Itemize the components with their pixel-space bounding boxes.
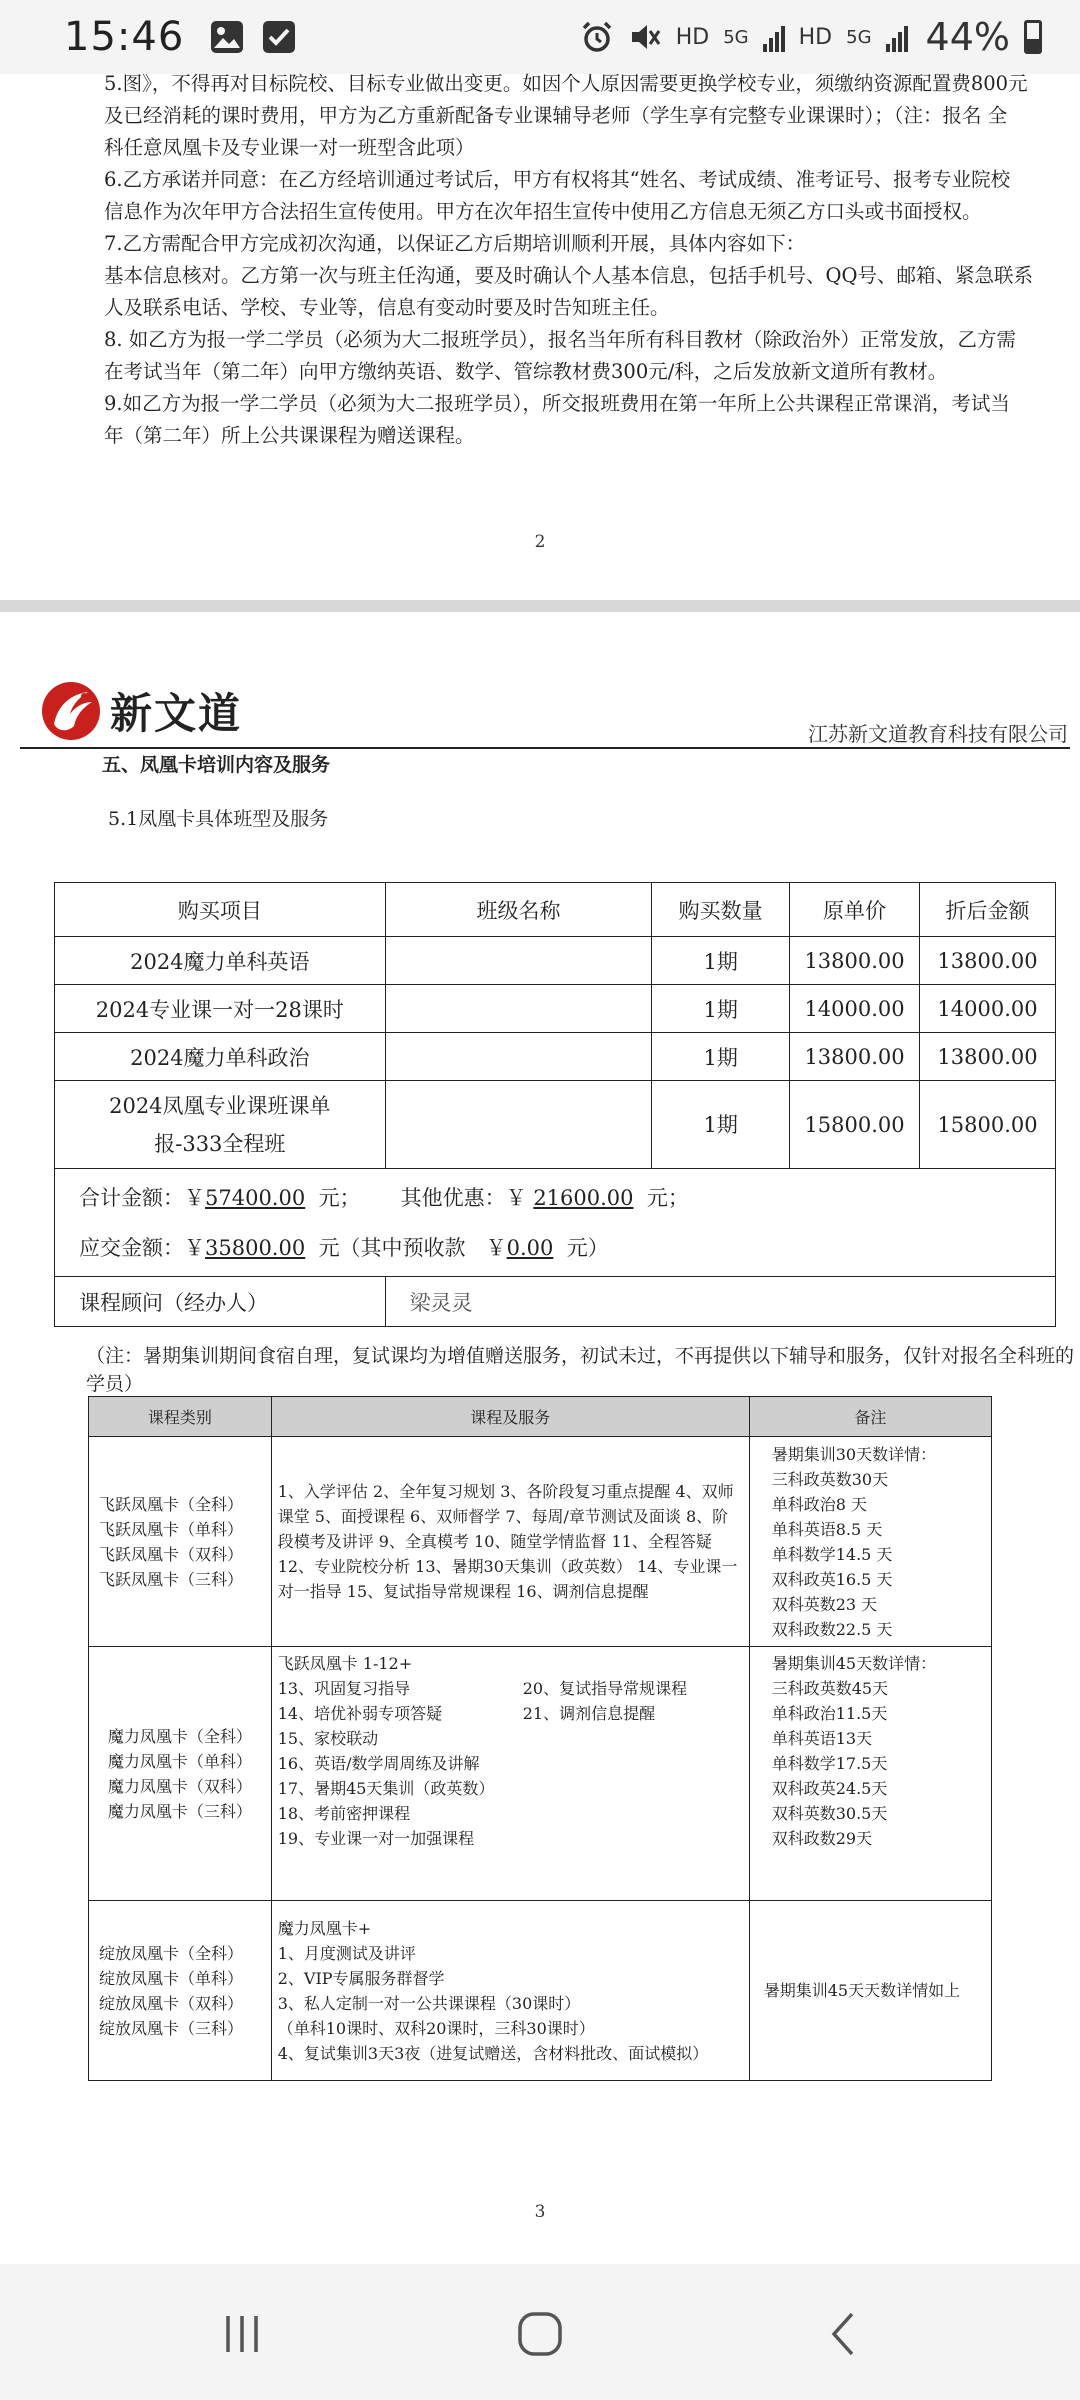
category-cell: 绽放凤凰卡（全科） 绽放凤凰卡（单科） 绽放凤凰卡（双科） 绽放凤凰卡（三科） [89, 1901, 272, 2081]
class-cell [385, 985, 652, 1033]
remark-line: 双科政数22.5 天 [771, 1619, 893, 1639]
service-item: 17、暑期45天集训（政英数） [277, 1779, 495, 1798]
home-icon[interactable] [510, 2310, 570, 2358]
back-icon[interactable] [814, 2310, 874, 2358]
category-cell: 魔力凤凰卡（全科） 魔力凤凰卡（单科） 魔力凤凰卡（双科） 魔力凤凰卡（三科） [89, 1647, 272, 1901]
subsection-title: 5.1凤凰卡具体班型及服务 [108, 808, 329, 830]
discounted-cell: 13800.00 [920, 1033, 1056, 1081]
price-cell: 13800.00 [790, 1033, 920, 1081]
check-icon [262, 20, 296, 54]
service-item: 16、英语/数学周周练及讲解 [277, 1754, 480, 1773]
signal-icon-2 [886, 22, 908, 52]
document-page-2 [0, 74, 1080, 600]
company-name: 江苏新文道教育科技有限公司 [808, 722, 1068, 746]
remark-line: 单科英语8.5 天 [771, 1519, 883, 1539]
logo-text: 新文道 [110, 689, 243, 738]
column-header: 课程及服务 [271, 1397, 749, 1437]
table-row [89, 1437, 992, 1647]
payable-value: 35800.00 [205, 1235, 306, 1260]
discount-label: 其他优惠：￥ [400, 1185, 527, 1210]
remark-cell [749, 1437, 991, 1647]
service-item: 20、复试指导常规课程 [522, 1679, 688, 1698]
table-header-row [55, 883, 1056, 937]
summary-row [55, 1169, 1056, 1277]
text-line: 信息作为次年甲方合法招生宣传使用。甲方在次年招生宣传中使用乙方信息无须乙方口头或书面授权。 [104, 200, 982, 223]
remark-line: 双科英数30.5天 [771, 1804, 888, 1823]
class-cell [385, 1033, 652, 1081]
service-item: 13、巩固复习指导 [277, 1679, 411, 1698]
column-header: 课程类别 [89, 1397, 272, 1437]
prepaid-label: 元（其中预收款 [318, 1235, 466, 1260]
text-line: 7.乙方需配合甲方完成初次沟通，以保证乙方后期培训顺利开展，具体内容如下： [104, 232, 806, 255]
service-table [88, 1396, 992, 2081]
text-line: 5.图》，不得再对目标院校、目标专业做出变更。如因个人原因需要更换学校专业，须缴纳资源配置费800元 [104, 72, 1028, 95]
item-cell: 2024魔力单科英语 [55, 937, 386, 985]
column-header: 购买项目 [55, 883, 386, 937]
navigation-bar [0, 2264, 1080, 2400]
services-cell [271, 1901, 749, 2081]
remark-line: 三科政英数30天 [771, 1469, 889, 1489]
total-label: 合计金额：￥ [79, 1185, 205, 1210]
item-cell: 2024凤凰专业课班课单报-333全程班 [55, 1081, 386, 1169]
discounted-cell: 15800.00 [920, 1081, 1056, 1169]
item-cell: 2024魔力单科政治 [55, 1033, 386, 1081]
remark-line: 暑期集训30天数详情： [771, 1444, 937, 1464]
image-icon [210, 20, 244, 54]
column-header: 班级名称 [385, 883, 652, 937]
mute-icon [628, 20, 662, 54]
recents-icon[interactable] [212, 2310, 272, 2358]
table-row [89, 1647, 992, 1901]
service-item: 19、专业课一对一加强课程 [277, 1829, 475, 1848]
service-item: 3、私人定制一对一公共课课程（30课时） [277, 1993, 581, 2013]
price-cell: 13800.00 [790, 937, 920, 985]
text-line: 科任意凤凰卡及专业课一对一班型含此项） [104, 136, 475, 159]
table-header-row [89, 1397, 992, 1437]
table-row [89, 1901, 992, 2081]
service-item: 魔力凤凰卡+ [277, 1918, 372, 1938]
alarm-icon [580, 20, 614, 54]
text-line: 基本信息核对。乙方第一次与班主任沟通，要及时确认个人基本信息，包括手机号、QQ号、邮箱、紧急联系 [104, 264, 1033, 287]
category-cell: 飞跃凤凰卡（全科） 飞跃凤凰卡（单科） 飞跃凤凰卡（双科） 飞跃凤凰卡（三科） [89, 1437, 272, 1647]
remark-line: 双科政英16.5 天 [771, 1569, 893, 1589]
yuan-label: 元； [646, 1185, 689, 1210]
table-row [55, 985, 1056, 1033]
discounted-cell: 14000.00 [920, 985, 1056, 1033]
column-header: 折后金额 [920, 883, 1056, 937]
service-item: 1、月度测试及讲评 [277, 1943, 416, 1963]
advisor-row [55, 1277, 1056, 1327]
prepaid-value: 0.00 [506, 1235, 554, 1260]
summary-cell [55, 1169, 1056, 1277]
price-cell: 15800.00 [790, 1081, 920, 1169]
text-line: 6.乙方承诺并同意：在乙方经培训通过考试后，甲方有权将其“姓名、考试成绩、准考证号、报考专业院校 [104, 168, 1011, 191]
services-cell: 1、入学评估 2、全年复习规划 3、各阶段复习重点提醒 4、双师课堂 5、面授课程 6、双师督学 7、每周/章节测试及面谈 8、阶段模考及讲评 9、全真模考 10、随堂学情监督 11、全程答疑 12、专业院校分析 13、暑期30天集训（政英数） 14、专业课一对一指导 15、复试指导常规课程 16、调剂信息提醒 [271, 1437, 749, 1647]
qty-cell: 1期 [652, 937, 790, 985]
status-time: 15:46 [64, 14, 185, 60]
qty-cell: 1期 [652, 985, 790, 1033]
header-rule [20, 747, 1070, 749]
service-item: 4、复试集训3天3夜（进复试赠送，含材料批改、面试模拟） [277, 2043, 709, 2063]
text-line: 8. 如乙方为报一学二学员（必须为大二报班学员），报名当年所有科目教材（除政治外）正常发放，乙方需 [104, 328, 1017, 351]
discount-value: 21600.00 [533, 1185, 634, 1210]
phoenix-logo-icon [40, 680, 102, 742]
total-value: 57400.00 [205, 1185, 306, 1210]
document-page-3 [0, 612, 1080, 2264]
service-item: 21、调剂信息提醒 [522, 1704, 656, 1723]
advisor-name: 梁灵灵 [385, 1277, 1055, 1327]
prepaid-end: 元） [566, 1235, 609, 1260]
remark-cell [749, 1647, 991, 1901]
class-cell [385, 937, 652, 985]
service-item: （单科10课时、双科20课时，三科30课时） [277, 2018, 595, 2038]
contract-text [104, 68, 1080, 452]
payable-label: 应交金额：￥ [79, 1235, 205, 1260]
table-row [55, 937, 1056, 985]
purchase-table [54, 882, 1056, 1327]
text-line: 年（第二年）所上公共课课程为赠送课程。 [104, 424, 475, 447]
remark-line: 双科政英24.5天 [771, 1779, 888, 1798]
qty-cell: 1期 [652, 1081, 790, 1169]
qty-cell: 1期 [652, 1033, 790, 1081]
page-number: 3 [534, 2202, 546, 2222]
service-item: 2、VIP专属服务群督学 [277, 1968, 445, 1988]
service-note: （注：暑期集训期间食宿自理，复试课均为增值赠送服务，初试未过，不再提供以下辅导和服务，仅针对报名全科班的学员） [86, 1345, 1075, 1395]
remark-line: 单科数学17.5天 [771, 1754, 888, 1773]
text-line: 在考试当年（第二年）向甲方缴纳英语、数学、管综教材费300元/科，之后发放新文道所有教材。 [104, 360, 948, 383]
remark-line: 暑期集训45天数详情： [771, 1654, 937, 1673]
service-item: 15、家校联动 [277, 1729, 379, 1748]
remark-line: 单科政治11.5天 [771, 1704, 888, 1723]
battery-icon [1024, 20, 1042, 54]
remark-line: 单科英语13天 [771, 1729, 873, 1748]
column-header: 备注 [749, 1397, 991, 1437]
yuan-label: 元； [318, 1185, 361, 1210]
page-number: 2 [534, 532, 546, 552]
discounted-cell: 13800.00 [920, 937, 1056, 985]
column-header: 购买数量 [652, 883, 790, 937]
network-label-2: 5G [846, 26, 872, 48]
service-item: 14、培优补弱专项答疑 [277, 1704, 443, 1723]
services-head: 飞跃凤凰卡 1-12+ [277, 1654, 413, 1673]
remark-line: 双科政数29天 [771, 1829, 873, 1848]
services-cell [271, 1647, 749, 1901]
hd-label-2: HD [798, 24, 833, 50]
item-cell: 2024专业课一对一28课时 [55, 985, 386, 1033]
remark-cell: 暑期集训45天天数详情如上 [749, 1901, 991, 2081]
service-item: 18、考前密押课程 [277, 1804, 411, 1823]
status-bar [0, 0, 1080, 74]
text-line: 人及联系电话、学校、专业等，信息有变动时要及时告知班主任。 [104, 296, 670, 319]
remark-line: 三科政英数45天 [771, 1679, 889, 1698]
company-logo [40, 680, 242, 742]
text-line: 9.如乙方为报一学二学员（必须为大二报班学员），所交报班费用在第一年所上公共课程正常课消，考试当 [104, 392, 1010, 415]
remark-line: 单科政治8 天 [771, 1494, 867, 1514]
class-cell [385, 1081, 652, 1169]
price-cell: 14000.00 [790, 985, 920, 1033]
remark-line: 双科英数23 天 [771, 1594, 878, 1614]
hd-label-1: HD [675, 24, 710, 50]
text-line: 及已经消耗的课时费用，甲方为乙方重新配备专业课辅导老师（学生享有完整专业课课时）；（注：报名 全 [104, 104, 1008, 127]
remark-line: 单科数学14.5 天 [771, 1544, 893, 1564]
table-row [55, 1033, 1056, 1081]
section-title: 五、凤凰卡培训内容及服务 [102, 754, 331, 776]
column-header: 原单价 [790, 883, 920, 937]
page-separator [0, 600, 1080, 612]
table-row [55, 1081, 1056, 1169]
network-label-1: 5G [723, 26, 749, 48]
advisor-label: 课程顾问（经办人） [55, 1277, 386, 1327]
signal-icon [763, 22, 785, 52]
battery-percent: 44% [925, 15, 1010, 59]
prepaid-currency: ￥ [485, 1235, 507, 1260]
